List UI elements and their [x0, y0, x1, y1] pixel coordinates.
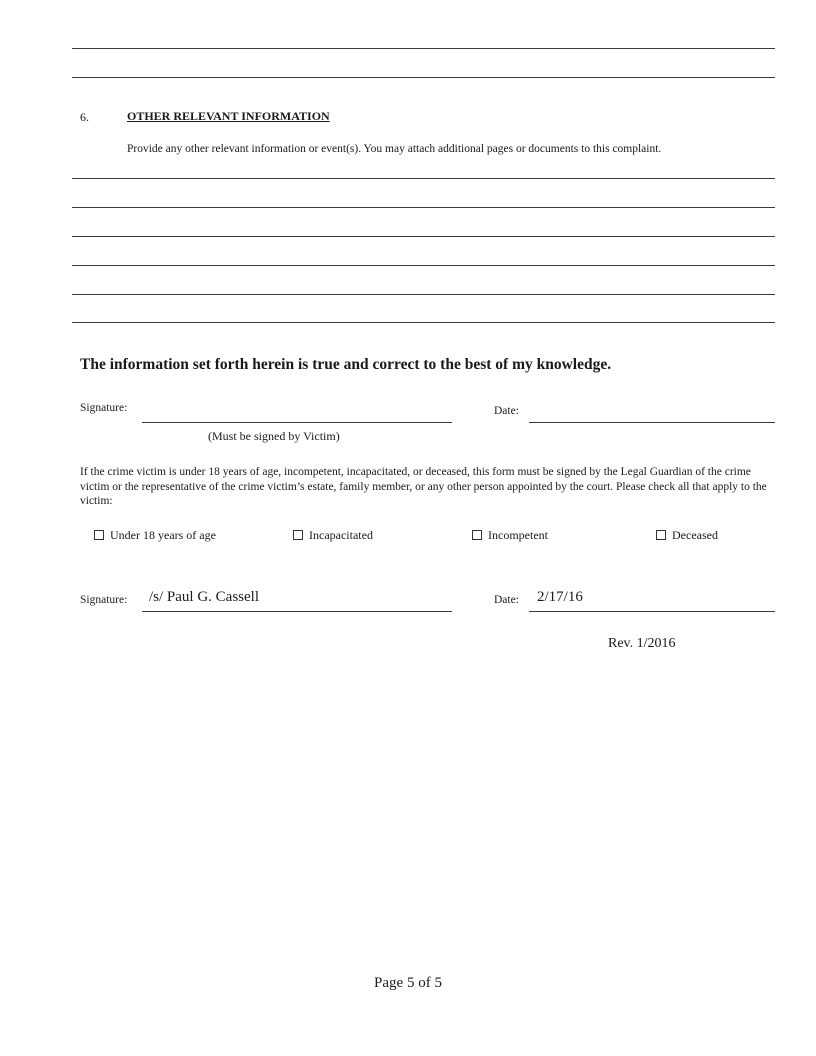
- checkbox-incapacitated[interactable]: [293, 528, 373, 543]
- revision-label: Rev. 1/2016: [608, 636, 676, 651]
- victim-date-line[interactable]: [529, 422, 775, 423]
- answer-line[interactable]: [72, 207, 775, 208]
- checkbox-deceased[interactable]: [656, 528, 718, 543]
- date-label: Date:: [494, 594, 519, 606]
- answer-line[interactable]: [72, 265, 775, 266]
- checkbox-square-icon[interactable]: [472, 530, 482, 540]
- attestation-statement: The information set forth herein is true and correct to the best of my knowledge.: [80, 356, 612, 373]
- checkbox-under-18[interactable]: [94, 528, 216, 543]
- section-title: OTHER RELEVANT INFORMATION: [127, 109, 330, 123]
- section-number: 6.: [80, 110, 89, 124]
- checkbox-label: Incompetent: [488, 528, 548, 542]
- guardian-date-line[interactable]: [529, 611, 775, 612]
- guardian-signature-line[interactable]: [142, 611, 452, 612]
- answer-line[interactable]: [72, 178, 775, 179]
- checkbox-square-icon[interactable]: [94, 530, 104, 540]
- answer-line[interactable]: [72, 294, 775, 295]
- checkbox-label: Deceased: [672, 528, 718, 542]
- page-number: Page 5 of 5: [374, 975, 442, 991]
- checkbox-square-icon[interactable]: [293, 530, 303, 540]
- answer-line[interactable]: [72, 77, 775, 78]
- guardian-instructions: If the crime victim is under 18 years of age, incompetent, incapacitated, or deceased, this form must be signed by the Legal Guardian of the crime victim or the representative of the crime victim’s estate, family member, or any other person appointed by the court. Please check all that apply to the victim:: [80, 466, 767, 507]
- signature-note: (Must be signed by Victim): [208, 429, 340, 443]
- checkbox-square-icon[interactable]: [656, 530, 666, 540]
- checkbox-label: Under 18 years of age: [110, 528, 216, 542]
- checkbox-incompetent[interactable]: [472, 528, 548, 543]
- victim-signature-line[interactable]: [142, 422, 452, 423]
- answer-line[interactable]: [72, 48, 775, 49]
- answer-line[interactable]: [72, 322, 775, 323]
- guardian-date-value[interactable]: 2/17/16: [537, 589, 583, 605]
- section-instructions: Provide any other relevant information or event(s). You may attach additional pages or documents to this complaint.: [127, 143, 662, 155]
- answer-line[interactable]: [72, 236, 775, 237]
- signature-label: Signature:: [80, 402, 128, 414]
- guardian-signature-value[interactable]: /s/ Paul G. Cassell: [149, 589, 260, 605]
- signature-label: Signature:: [80, 594, 128, 606]
- checkbox-label: Incapacitated: [309, 528, 373, 542]
- date-label: Date:: [494, 405, 519, 417]
